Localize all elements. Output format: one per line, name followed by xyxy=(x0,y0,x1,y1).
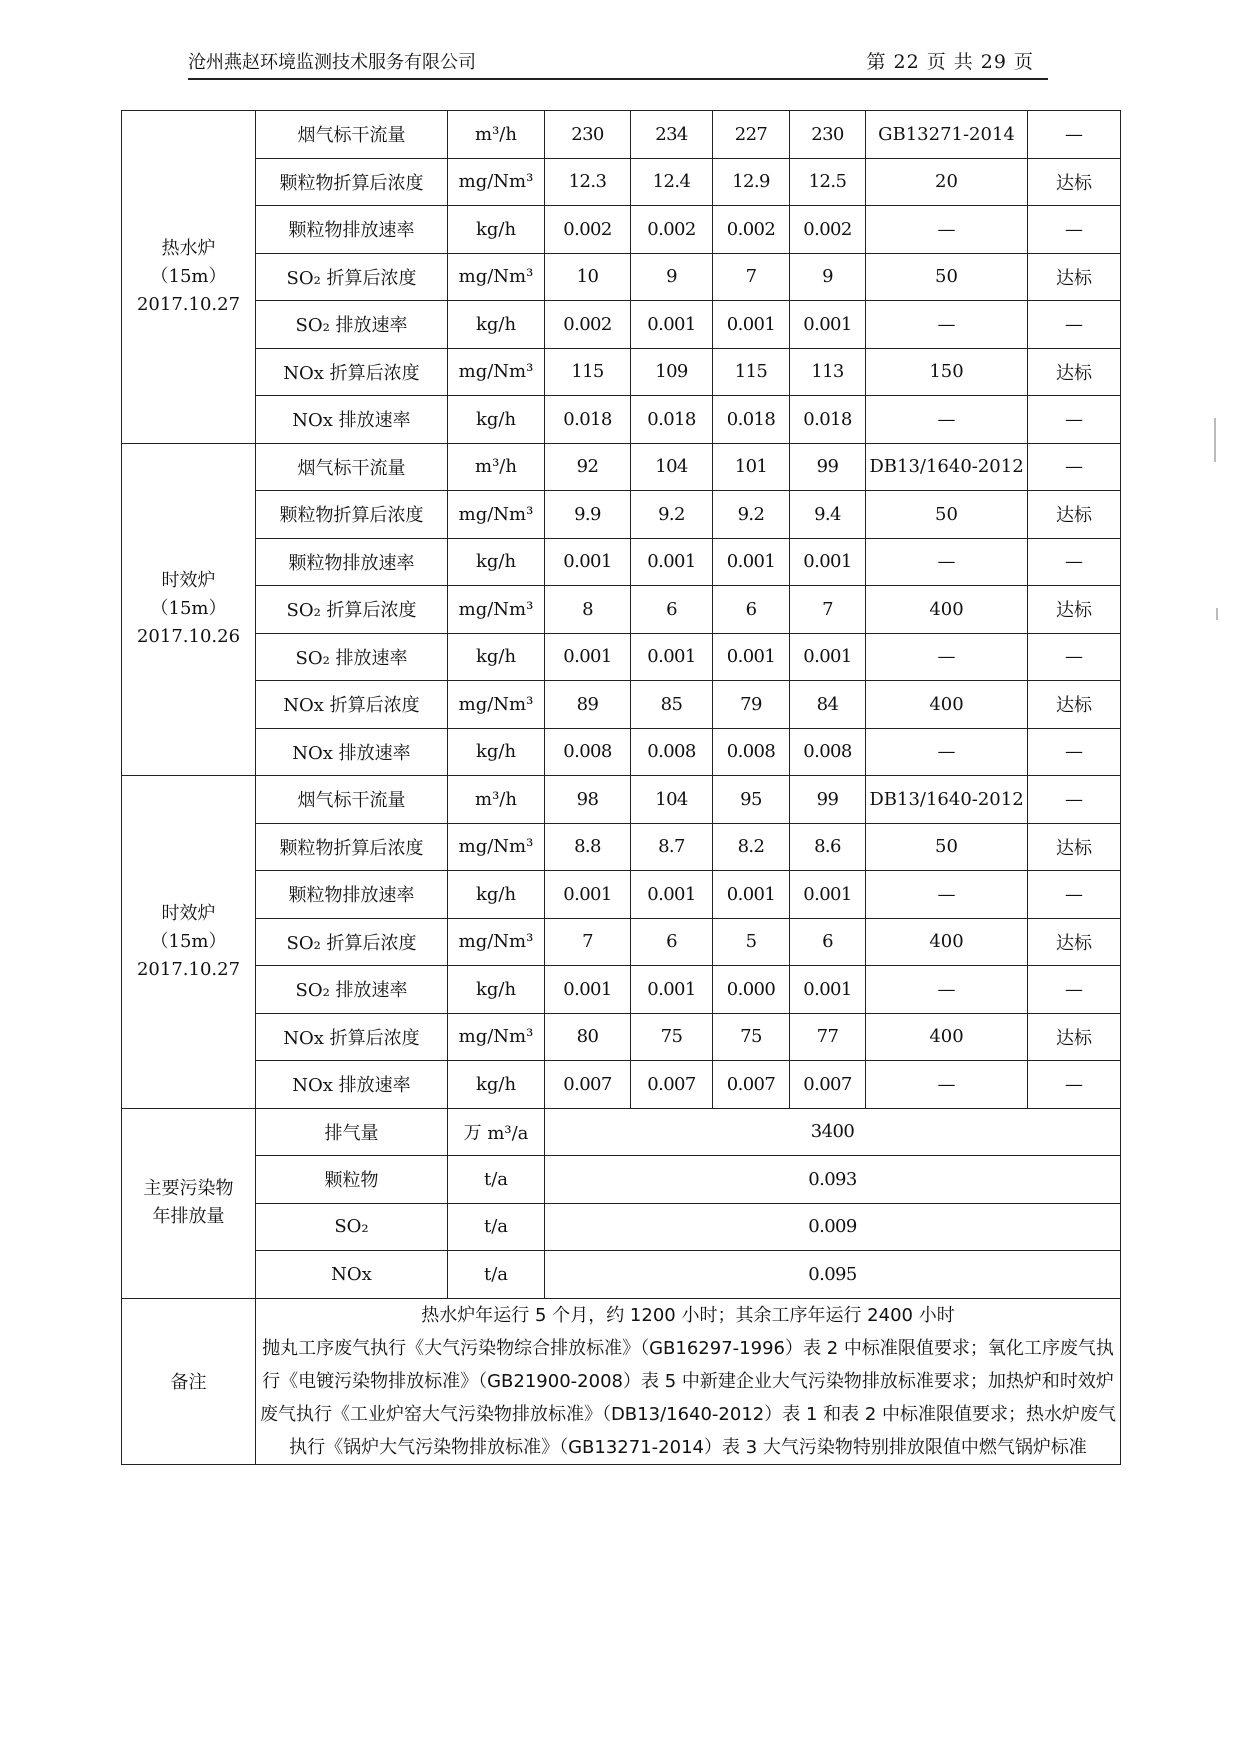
standard-cell: 50 xyxy=(866,491,1028,539)
parameter-cell: NOx 排放速率 xyxy=(256,1061,448,1109)
standard-cell: — xyxy=(866,206,1028,254)
evaluation-cell: — xyxy=(1028,871,1121,919)
measurement-cell: 0.002 xyxy=(545,206,631,254)
evaluation-cell: — xyxy=(1028,111,1121,159)
standard-cell: 50 xyxy=(866,823,1028,871)
annual-label-line: 主要污染物 xyxy=(143,1178,234,1199)
unit-cell: m³/h xyxy=(448,776,545,824)
table-row xyxy=(122,443,1121,491)
parameter-cell: 排气量 xyxy=(256,1108,448,1156)
source-label-line: 时效炉 xyxy=(161,570,216,592)
table-row xyxy=(122,206,1121,254)
annual-value-cell: 0.009 xyxy=(545,1203,1121,1251)
unit-cell: mg/Nm³ xyxy=(448,918,545,966)
measurement-cell: 0.000 xyxy=(713,966,790,1014)
source-label xyxy=(122,776,256,1109)
measurement-cell: 0.007 xyxy=(631,1061,713,1109)
measurement-cell: 230 xyxy=(545,111,631,159)
unit-cell: mg/Nm³ xyxy=(448,348,545,396)
measurement-cell: 7 xyxy=(713,253,790,301)
measurement-cell: 0.008 xyxy=(713,728,790,776)
measurement-cell: 8 xyxy=(545,586,631,634)
measurement-cell: 12.3 xyxy=(545,158,631,206)
average-cell: 6 xyxy=(790,918,866,966)
measurement-cell: 0.002 xyxy=(545,301,631,349)
measurement-cell: 0.001 xyxy=(631,633,713,681)
scan-mark xyxy=(1214,418,1216,462)
measurement-cell: 85 xyxy=(631,681,713,729)
table-row xyxy=(122,301,1121,349)
source-label-line: （15m） xyxy=(150,598,227,620)
table-row xyxy=(122,871,1121,919)
parameter-cell: SO₂ xyxy=(256,1203,448,1251)
measurement-cell: 0.007 xyxy=(545,1061,631,1109)
table-row xyxy=(122,396,1121,444)
standard-cell: — xyxy=(866,301,1028,349)
average-cell: 0.018 xyxy=(790,396,866,444)
evaluation-cell: 达标 xyxy=(1028,918,1121,966)
annual-value-cell: 0.095 xyxy=(545,1251,1121,1299)
evaluation-cell: — xyxy=(1028,396,1121,444)
measurement-cell: 12.4 xyxy=(631,158,713,206)
parameter-cell: SO₂ 排放速率 xyxy=(256,301,448,349)
unit-cell: kg/h xyxy=(448,966,545,1014)
annual-emission-row xyxy=(122,1251,1121,1299)
annual-value-cell: 3400 xyxy=(545,1108,1121,1156)
remarks-text xyxy=(256,1298,1121,1464)
measurement-cell: 0.001 xyxy=(713,633,790,681)
average-cell: 0.001 xyxy=(790,301,866,349)
measurement-cell: 92 xyxy=(545,443,631,491)
measurement-cell: 0.008 xyxy=(631,728,713,776)
measurement-cell: 227 xyxy=(713,111,790,159)
measurement-cell: 75 xyxy=(631,1013,713,1061)
evaluation-cell: 达标 xyxy=(1028,823,1121,871)
measurement-cell: 0.001 xyxy=(631,871,713,919)
unit-cell: t/a xyxy=(448,1156,545,1204)
parameter-cell: 颗粒物排放速率 xyxy=(256,871,448,919)
measurement-cell: 9.2 xyxy=(631,491,713,539)
parameter-cell: 颗粒物折算后浓度 xyxy=(256,158,448,206)
table-row xyxy=(122,1061,1121,1109)
average-cell: 113 xyxy=(790,348,866,396)
measurement-cell: 0.001 xyxy=(713,538,790,586)
unit-cell: m³/h xyxy=(448,111,545,159)
unit-cell: t/a xyxy=(448,1203,545,1251)
source-label xyxy=(122,111,256,444)
page-header xyxy=(188,44,1048,80)
measurement-cell: 9 xyxy=(631,253,713,301)
source-label-line: （15m） xyxy=(150,930,227,952)
parameter-cell: 颗粒物排放速率 xyxy=(256,538,448,586)
measurement-cell: 89 xyxy=(545,681,631,729)
unit-cell: kg/h xyxy=(448,206,545,254)
source-label-line: 2017.10.26 xyxy=(136,626,241,648)
average-cell: 0.008 xyxy=(790,728,866,776)
evaluation-cell: — xyxy=(1028,301,1121,349)
measurement-cell: 98 xyxy=(545,776,631,824)
source-label-line: （15m） xyxy=(150,265,227,287)
measurement-cell: 8.8 xyxy=(545,823,631,871)
unit-cell: t/a xyxy=(448,1251,545,1299)
table-row xyxy=(122,633,1121,681)
remarks-body: 抛丸工序废气执行《大气污染物综合排放标准》（GB16297-1996）表 2 中标准限值要求；氧化工序废气执行《电镀污染物排放标准》（GB21900-2008）表 5 中新建企业大气污染物排放标准要求；加热炉和时效炉废气执行《工业炉窑大气污染物排放标准》（DB13/1640-2012）表 1 和表 2 中标准限值要求；热水炉废气执行《锅炉大气污染物排放标准》（GB13271-2014）表 3 大气污染物特别排放限值中燃气锅炉标准 xyxy=(259,1337,1117,1458)
parameter-cell: NOx 折算后浓度 xyxy=(256,348,448,396)
evaluation-cell: — xyxy=(1028,728,1121,776)
unit-cell: mg/Nm³ xyxy=(448,253,545,301)
unit-cell: m³/h xyxy=(448,443,545,491)
scan-mark xyxy=(1216,608,1218,620)
remarks-label: 备注 xyxy=(122,1298,256,1464)
measurement-cell: 0.001 xyxy=(545,871,631,919)
table-row xyxy=(122,1013,1121,1061)
annual-label-line: 年排放量 xyxy=(152,1206,225,1227)
evaluation-cell: — xyxy=(1028,1061,1121,1109)
measurement-cell: 6 xyxy=(631,918,713,966)
company-name: 沧州燕赵环境监测技术服务有限公司 xyxy=(188,52,476,73)
measurement-cell: 0.001 xyxy=(631,966,713,1014)
parameter-cell: 烟气标干流量 xyxy=(256,111,448,159)
measurement-cell: 5 xyxy=(713,918,790,966)
evaluation-cell: 达标 xyxy=(1028,491,1121,539)
unit-cell: kg/h xyxy=(448,538,545,586)
table-body xyxy=(122,111,1121,1465)
measurement-cell: 0.001 xyxy=(545,633,631,681)
page-number: 第 22 页 共 29 页 xyxy=(866,51,1034,73)
annual-emission-label xyxy=(122,1108,256,1298)
measurement-cell: 6 xyxy=(631,586,713,634)
standard-cell: — xyxy=(866,966,1028,1014)
average-cell: 99 xyxy=(790,443,866,491)
parameter-cell: NOx 折算后浓度 xyxy=(256,681,448,729)
standard-cell: — xyxy=(866,538,1028,586)
parameter-cell: SO₂ 折算后浓度 xyxy=(256,918,448,966)
average-cell: 0.001 xyxy=(790,633,866,681)
table-row xyxy=(122,776,1121,824)
measurement-cell: 12.9 xyxy=(713,158,790,206)
standard-cell: GB13271-2014 xyxy=(866,111,1028,159)
average-cell: 0.007 xyxy=(790,1061,866,1109)
measurement-cell: 0.018 xyxy=(713,396,790,444)
standard-cell: — xyxy=(866,728,1028,776)
average-cell: 77 xyxy=(790,1013,866,1061)
unit-cell: kg/h xyxy=(448,1061,545,1109)
average-cell: 0.001 xyxy=(790,871,866,919)
measurement-cell: 75 xyxy=(713,1013,790,1061)
measurement-cell: 8.2 xyxy=(713,823,790,871)
measurement-cell: 80 xyxy=(545,1013,631,1061)
parameter-cell: 烟气标干流量 xyxy=(256,443,448,491)
standard-cell: 150 xyxy=(866,348,1028,396)
source-label-line: 时效炉 xyxy=(161,902,216,924)
unit-cell: mg/Nm³ xyxy=(448,158,545,206)
unit-cell: mg/Nm³ xyxy=(448,1013,545,1061)
remarks-row xyxy=(122,1298,1121,1464)
unit-cell: kg/h xyxy=(448,871,545,919)
evaluation-cell: — xyxy=(1028,443,1121,491)
evaluation-cell: — xyxy=(1028,538,1121,586)
measurement-cell: 0.018 xyxy=(545,396,631,444)
parameter-cell: NOx xyxy=(256,1251,448,1299)
standard-cell: 400 xyxy=(866,918,1028,966)
table-row xyxy=(122,681,1121,729)
measurement-cell: 95 xyxy=(713,776,790,824)
standard-cell: — xyxy=(866,633,1028,681)
average-cell: 0.002 xyxy=(790,206,866,254)
table-row xyxy=(122,966,1121,1014)
source-label-line: 2017.10.27 xyxy=(136,293,241,315)
unit-cell: 万 m³/a xyxy=(448,1108,545,1156)
source-label-line: 热水炉 xyxy=(161,237,216,259)
standard-cell: — xyxy=(866,1061,1028,1109)
average-cell: 230 xyxy=(790,111,866,159)
evaluation-cell: 达标 xyxy=(1028,253,1121,301)
average-cell: 0.001 xyxy=(790,966,866,1014)
table-row xyxy=(122,491,1121,539)
average-cell: 9.4 xyxy=(790,491,866,539)
parameter-cell: 颗粒物排放速率 xyxy=(256,206,448,254)
standard-cell: 400 xyxy=(866,681,1028,729)
source-label xyxy=(122,443,256,776)
parameter-cell: 颗粒物折算后浓度 xyxy=(256,823,448,871)
measurement-cell: 8.7 xyxy=(631,823,713,871)
standard-cell: — xyxy=(866,871,1028,919)
standard-cell: DB13/1640-2012 xyxy=(866,443,1028,491)
unit-cell: mg/Nm³ xyxy=(448,586,545,634)
measurement-cell: 7 xyxy=(545,918,631,966)
evaluation-cell: — xyxy=(1028,966,1121,1014)
standard-cell: — xyxy=(866,396,1028,444)
evaluation-cell: 达标 xyxy=(1028,158,1121,206)
table-row xyxy=(122,918,1121,966)
standard-cell: 400 xyxy=(866,1013,1028,1061)
unit-cell: kg/h xyxy=(448,633,545,681)
evaluation-cell: 达标 xyxy=(1028,1013,1121,1061)
standard-cell: 50 xyxy=(866,253,1028,301)
table-row xyxy=(122,348,1121,396)
unit-cell: mg/Nm³ xyxy=(448,823,545,871)
parameter-cell: 颗粒物 xyxy=(256,1156,448,1204)
table-row xyxy=(122,728,1121,776)
measurement-cell: 9.9 xyxy=(545,491,631,539)
standard-cell: 20 xyxy=(866,158,1028,206)
evaluation-cell: — xyxy=(1028,206,1121,254)
table-row xyxy=(122,586,1121,634)
measurement-cell: 79 xyxy=(713,681,790,729)
parameter-cell: NOx 排放速率 xyxy=(256,728,448,776)
standard-cell: DB13/1640-2012 xyxy=(866,776,1028,824)
measurement-cell: 0.001 xyxy=(713,871,790,919)
measurement-cell: 0.001 xyxy=(713,301,790,349)
measurement-cell: 0.002 xyxy=(631,206,713,254)
measurement-cell: 6 xyxy=(713,586,790,634)
unit-cell: kg/h xyxy=(448,396,545,444)
measurement-cell: 115 xyxy=(713,348,790,396)
table-row xyxy=(122,253,1121,301)
average-cell: 84 xyxy=(790,681,866,729)
table-row xyxy=(122,823,1121,871)
average-cell: 99 xyxy=(790,776,866,824)
table-row xyxy=(122,538,1121,586)
measurement-cell: 0.002 xyxy=(713,206,790,254)
evaluation-cell: 达标 xyxy=(1028,586,1121,634)
measurement-cell: 0.007 xyxy=(713,1061,790,1109)
measurement-cell: 101 xyxy=(713,443,790,491)
measurement-cell: 0.001 xyxy=(545,538,631,586)
measurement-cell: 115 xyxy=(545,348,631,396)
average-cell: 7 xyxy=(790,586,866,634)
parameter-cell: SO₂ 折算后浓度 xyxy=(256,253,448,301)
annual-value-cell: 0.093 xyxy=(545,1156,1121,1204)
annual-emission-row xyxy=(122,1156,1121,1204)
measurement-cell: 0.001 xyxy=(631,538,713,586)
measurement-cell: 104 xyxy=(631,443,713,491)
average-cell: 8.6 xyxy=(790,823,866,871)
evaluation-cell: — xyxy=(1028,633,1121,681)
measurement-cell: 109 xyxy=(631,348,713,396)
evaluation-cell: 达标 xyxy=(1028,681,1121,729)
emission-monitoring-table xyxy=(121,110,1121,1465)
measurement-cell: 0.018 xyxy=(631,396,713,444)
measurement-cell: 10 xyxy=(545,253,631,301)
parameter-cell: SO₂ 排放速率 xyxy=(256,633,448,681)
measurement-cell: 234 xyxy=(631,111,713,159)
parameter-cell: 烟气标干流量 xyxy=(256,776,448,824)
measurement-cell: 0.001 xyxy=(631,301,713,349)
source-label-line: 2017.10.27 xyxy=(136,958,241,980)
remarks-first-line: 热水炉年运行 5 个月，约 1200 小时；其余工序年运行 2400 小时 xyxy=(421,1304,955,1326)
unit-cell: mg/Nm³ xyxy=(448,491,545,539)
average-cell: 0.001 xyxy=(790,538,866,586)
measurement-cell: 9.2 xyxy=(713,491,790,539)
table-row xyxy=(122,111,1121,159)
annual-emission-row xyxy=(122,1203,1121,1251)
measurement-cell: 104 xyxy=(631,776,713,824)
average-cell: 12.5 xyxy=(790,158,866,206)
evaluation-cell: — xyxy=(1028,776,1121,824)
table-row xyxy=(122,158,1121,206)
parameter-cell: SO₂ 折算后浓度 xyxy=(256,586,448,634)
average-cell: 9 xyxy=(790,253,866,301)
evaluation-cell: 达标 xyxy=(1028,348,1121,396)
parameter-cell: NOx 排放速率 xyxy=(256,396,448,444)
measurement-cell: 0.008 xyxy=(545,728,631,776)
parameter-cell: NOx 折算后浓度 xyxy=(256,1013,448,1061)
annual-emission-row xyxy=(122,1108,1121,1156)
unit-cell: kg/h xyxy=(448,301,545,349)
measurement-cell: 0.001 xyxy=(545,966,631,1014)
unit-cell: kg/h xyxy=(448,728,545,776)
unit-cell: mg/Nm³ xyxy=(448,681,545,729)
standard-cell: 400 xyxy=(866,586,1028,634)
parameter-cell: 颗粒物折算后浓度 xyxy=(256,491,448,539)
parameter-cell: SO₂ 排放速率 xyxy=(256,966,448,1014)
